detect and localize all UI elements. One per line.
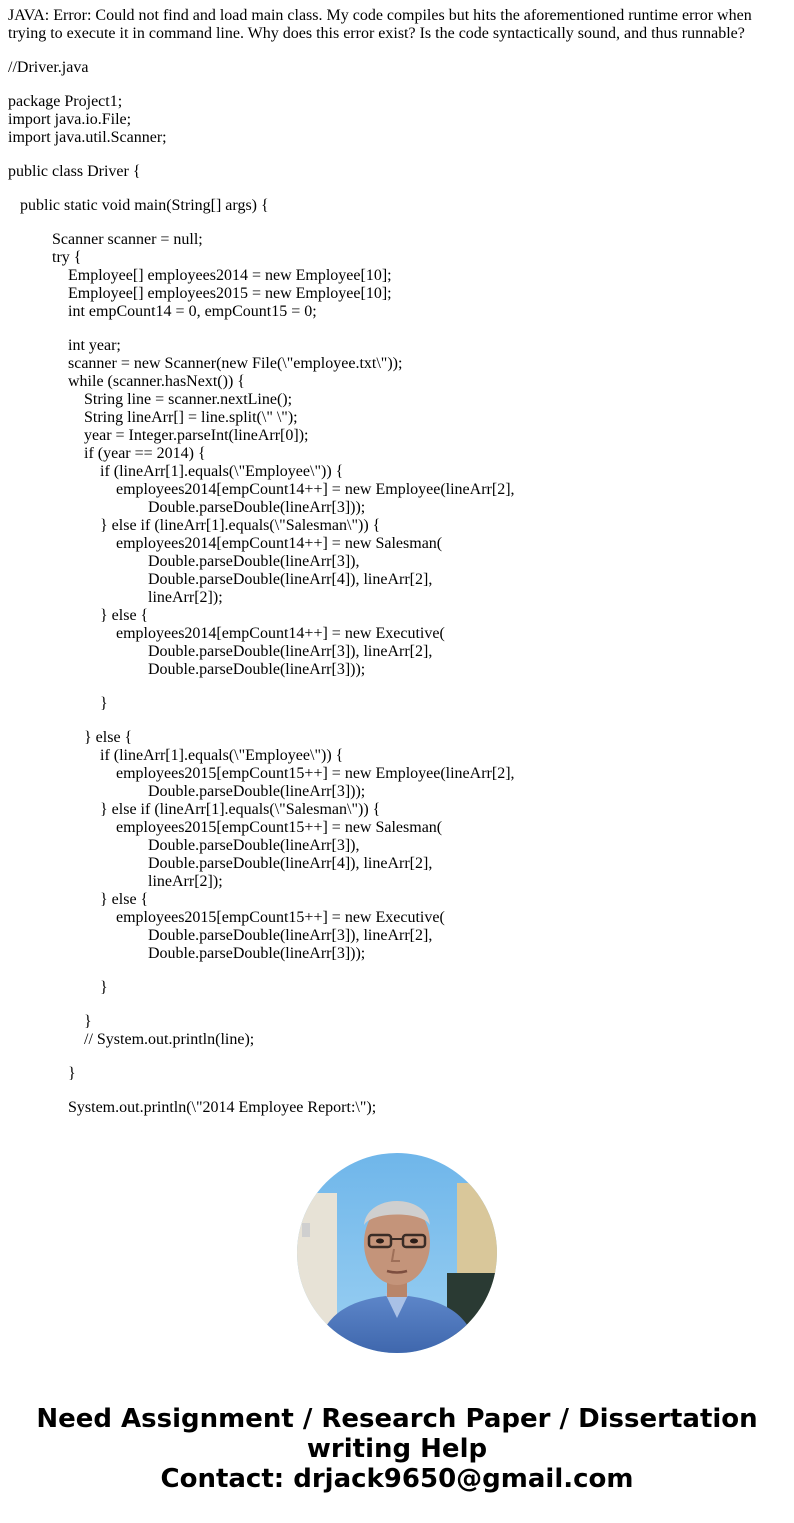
code-line: Double.parseDouble(lineArr[3]), xyxy=(8,553,360,570)
code-line: } xyxy=(8,1065,76,1082)
code-blank-line xyxy=(8,321,786,337)
code-line: int year; xyxy=(8,337,121,354)
code-line: } xyxy=(8,1013,92,1030)
promo-banner xyxy=(0,1404,794,1494)
code-line: import java.util.Scanner; xyxy=(8,129,167,146)
code-line: Employee[] employees2015 = new Employee[10]; xyxy=(8,285,392,302)
code-blank-line xyxy=(8,713,786,729)
code-blank-line xyxy=(8,963,786,979)
question-text: JAVA: Error: Could not find and load main class. My code compiles but hits the aforementioned runtime error when trying to execute it in command line. Why does this error exist? Is the code syntactically sound, and thus runnable? xyxy=(8,7,752,42)
code-line: } else { xyxy=(8,607,149,624)
code-line: Double.parseDouble(lineArr[3]), lineArr[2], xyxy=(8,643,433,660)
code-blank-line xyxy=(8,181,786,197)
code-line: employees2014[empCount14++] = new Employee(lineArr[2], xyxy=(8,481,515,498)
code-line: package Project1; xyxy=(8,93,123,110)
code-blank-line xyxy=(8,147,786,163)
code-line: Scanner scanner = null; xyxy=(8,231,203,248)
code-line: public class Driver { xyxy=(8,163,141,180)
code-blank-line xyxy=(8,997,786,1013)
promo-line-1: Need Assignment / Research Paper / Dissertation xyxy=(36,1404,758,1434)
code-block xyxy=(8,59,786,1117)
code-line: String lineArr[] = line.split(\" \"); xyxy=(8,409,298,426)
code-blank-line xyxy=(8,679,786,695)
code-line: Double.parseDouble(lineArr[3])); xyxy=(8,661,366,678)
code-blank-line xyxy=(8,77,786,93)
code-line: if (lineArr[1].equals(\"Employee\")) { xyxy=(8,463,344,480)
promo-line-3: Contact: drjack9650@gmail.com xyxy=(160,1464,634,1494)
code-line: if (lineArr[1].equals(\"Employee\")) { xyxy=(8,747,344,764)
code-line: int empCount14 = 0, empCount15 = 0; xyxy=(8,303,317,320)
code-line: import java.io.File; xyxy=(8,111,132,128)
code-line: if (year == 2014) { xyxy=(8,445,206,462)
code-line: Double.parseDouble(lineArr[3])); xyxy=(8,945,366,962)
code-line: scanner = new Scanner(new File(\"employee.txt\")); xyxy=(8,355,403,372)
promo-line-2: writing Help xyxy=(306,1434,488,1464)
code-line: } xyxy=(8,979,108,996)
code-line: System.out.println(\"2014 Employee Report:\"); xyxy=(8,1099,377,1116)
code-line: Double.parseDouble(lineArr[3]), lineArr[2], xyxy=(8,927,433,944)
code-line: Double.parseDouble(lineArr[4]), lineArr[2], xyxy=(8,855,433,872)
code-line: } else { xyxy=(8,729,133,746)
code-line: try { xyxy=(8,249,82,266)
code-line: employees2014[empCount14++] = new Salesman( xyxy=(8,535,443,552)
code-line: Double.parseDouble(lineArr[3])); xyxy=(8,783,366,800)
code-line: Double.parseDouble(lineArr[3])); xyxy=(8,499,366,516)
code-line: } else if (lineArr[1].equals(\"Salesman\")) { xyxy=(8,801,381,818)
code-line: employees2015[empCount15++] = new Salesman( xyxy=(8,819,443,836)
code-line: while (scanner.hasNext()) { xyxy=(8,373,245,390)
code-line: employees2015[empCount15++] = new Employee(lineArr[2], xyxy=(8,765,515,782)
code-line: public static void main(String[] args) { xyxy=(8,197,269,214)
code-line: Double.parseDouble(lineArr[3]), xyxy=(8,837,360,854)
code-line: // System.out.println(line); xyxy=(8,1031,255,1048)
code-blank-line xyxy=(8,1083,786,1099)
code-line: Employee[] employees2014 = new Employee[10]; xyxy=(8,267,392,284)
code-line: lineArr[2]); xyxy=(8,589,223,606)
code-line: lineArr[2]); xyxy=(8,873,223,890)
code-line: } else if (lineArr[1].equals(\"Salesman\")) { xyxy=(8,517,381,534)
code-blank-line xyxy=(8,215,786,231)
code-line: //Driver.java xyxy=(8,59,89,76)
author-photo-image xyxy=(297,1153,497,1353)
code-blank-line xyxy=(8,1049,786,1065)
code-line: employees2015[empCount15++] = new Executive( xyxy=(8,909,445,926)
code-line: year = Integer.parseInt(lineArr[0]); xyxy=(8,427,309,444)
code-line: Double.parseDouble(lineArr[4]), lineArr[2], xyxy=(8,571,433,588)
author-photo xyxy=(297,1153,497,1353)
code-line: } else { xyxy=(8,891,149,908)
code-line: employees2014[empCount14++] = new Executive( xyxy=(8,625,445,642)
code-line: String line = scanner.nextLine(); xyxy=(8,391,293,408)
question-content xyxy=(8,7,786,1117)
code-line: } xyxy=(8,695,108,712)
